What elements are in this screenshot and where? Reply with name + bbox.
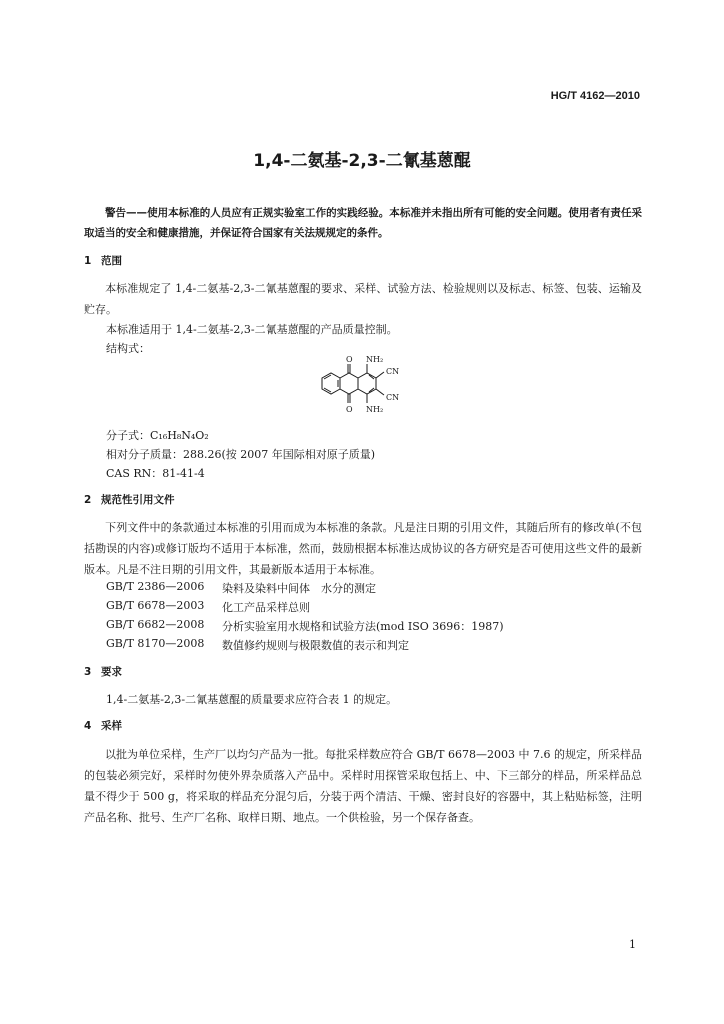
section-title: 要求	[101, 666, 122, 678]
reference-code: GB/T 2386—2006	[106, 580, 205, 593]
section-number: 1	[84, 255, 92, 267]
scope-paragraph: 本标准规定了 1,4-二氨基-2,3-二氰基蒽醌的要求、采样、试验方法、检验规则以及标志、标签、包装、运输及贮存。	[84, 282, 642, 316]
benzene-ring-left	[322, 373, 340, 394]
molecular-mass: 相对分子质量：288.26(按 2007 年国际相对原子质量)	[106, 448, 376, 461]
requirements-text: 1,4-二氨基-2,3-二氰基蒽醌的质量要求应符合表 1 的规定。	[106, 693, 398, 706]
page-number: 1	[629, 938, 636, 951]
section-1-heading	[84, 253, 122, 268]
reference-title: 化工产品采样总则	[222, 601, 310, 614]
reference-title: 分析实验室用水规格和试验方法(mod ISO 3696：1987)	[222, 620, 504, 633]
oxygen-bottom: O	[346, 405, 353, 414]
reference-title: 数值修约规则与极限数值的表示和判定	[222, 639, 409, 652]
section-title: 规范性引用文件	[101, 494, 175, 506]
reference-code: GB/T 6678—2003	[106, 599, 205, 612]
amino-bottom: NH₂	[366, 405, 384, 414]
sampling-paragraph: 以批为单位采样，生产厂以均匀产品为一批。每批采样数应符合 GB/T 6678—2003 中 7.6 的规定，所采样品的包装必须完好，采样时勿使外界杂质落入产品中。采样时用探管采取包括上、中、下三部分的样品，所采样品总量不得少于 500 g，将采取的样品充分混匀后，分装于两个清洁、干燥、密封良好的容器中，其上粘贴标签，注明产品名称、批号、生产厂名称、取样日期、地点。一个供检验，另一个保存备查。	[84, 748, 642, 824]
section-3-heading	[84, 664, 122, 679]
warning-text: 警告——使用本标准的人员应有正规实验室工作的实践经验。本标准并未指出所有可能的安全问题。使用者有责任采取适当的安全和健康措施，并保证符合国家有关法规规定的条件。	[84, 207, 642, 239]
oxygen-top: O	[346, 355, 353, 364]
section-number: 2	[84, 494, 92, 506]
reference-code: GB/T 8170—2008	[106, 637, 205, 650]
quinone-ring	[340, 373, 358, 394]
references-intro: 下列文件中的条款通过本标准的引用而成为本标准的条款。凡是注日期的引用文件，其随后所有的修改单(不包括勘误的内容)或修订版均不适用于本标准，然而，鼓励根据本标准达成协议的各方研究是否可使用这些文件的最新版本。凡是不注日期的引用文件，其最新版本适用于本标准。	[84, 521, 642, 576]
molecular-formula: 分子式：C₁₆H₈N₄O₂	[106, 429, 209, 442]
cyano-top: CN	[386, 367, 400, 376]
section-4-heading	[84, 718, 122, 733]
section-number: 4	[84, 720, 92, 732]
section-2-heading	[84, 492, 175, 507]
cas-number: CAS RN：81-41-4	[106, 467, 205, 480]
standard-code: HG/T 4162—2010	[550, 90, 640, 102]
benzene-ring-right	[358, 373, 376, 394]
structure-label: 结构式：	[106, 342, 150, 355]
section-title: 范围	[101, 255, 122, 267]
cyano-bottom: CN	[386, 393, 400, 402]
section-number: 3	[84, 666, 92, 678]
applicability-text: 本标准适用于 1,4-二氨基-2,3-二氰基蒽醌的产品质量控制。	[106, 323, 398, 336]
amino-top: NH₂	[366, 355, 384, 364]
structural-formula	[312, 352, 412, 420]
section-title: 采样	[101, 720, 122, 732]
reference-title: 染料及染料中间体 水分的测定	[222, 582, 376, 595]
document-title: 1,4-二氨基-2,3-二氰基蒽醌	[253, 151, 471, 171]
reference-code: GB/T 6682—2008	[106, 618, 205, 631]
